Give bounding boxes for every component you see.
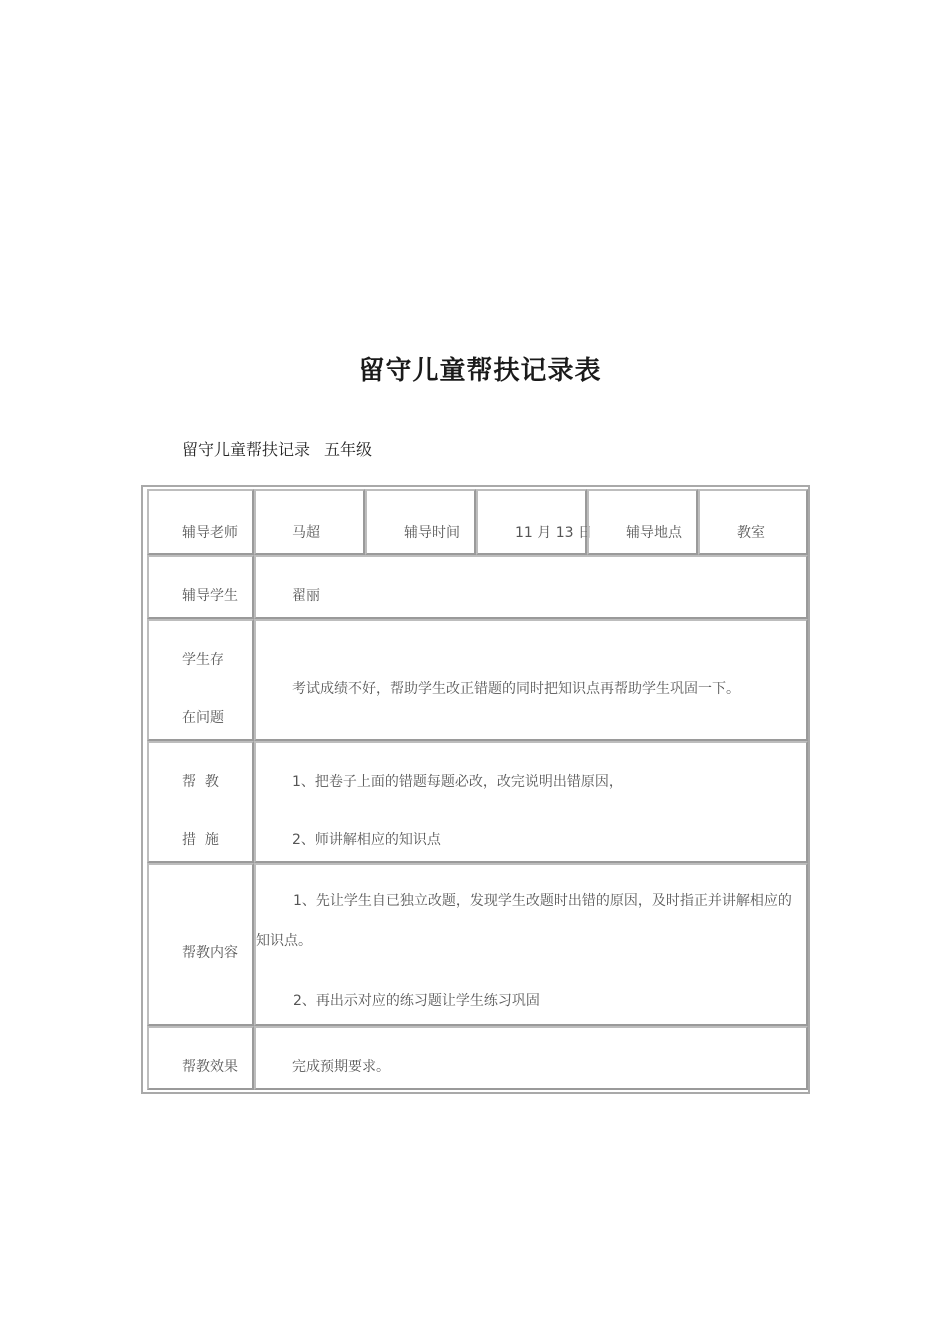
problem-label-line2: 在问题	[182, 710, 224, 726]
effect-value-cell	[254, 1026, 808, 1090]
time-value-cell	[476, 489, 592, 555]
student-value: 翟丽	[292, 588, 320, 604]
effect-value: 完成预期要求。	[292, 1059, 390, 1075]
measures-item-2: 2、师讲解相应的知识点	[292, 832, 441, 848]
place-value: 教室	[737, 525, 765, 541]
measures-label-line1: 帮 教	[182, 774, 219, 790]
problem-label-cell	[147, 619, 254, 741]
student-value-cell	[254, 555, 808, 619]
content-value-cell	[254, 863, 808, 1026]
measures-label-cell	[147, 741, 254, 863]
effect-label-cell	[147, 1026, 254, 1090]
record-table	[141, 485, 810, 1094]
content-item-1: 1、先让学生自已独立改题，发现学生改题时出错的原因，及时指正并讲解相应的知识点。	[256, 893, 792, 949]
place-value-cell	[698, 489, 808, 555]
measures-value-cell	[254, 741, 808, 863]
subtitle-text: 留守儿童帮扶记录	[182, 440, 311, 459]
time-value: 11 月 13 日	[515, 525, 592, 541]
content-label: 帮教内容	[182, 945, 238, 961]
place-label: 辅导地点	[626, 525, 682, 541]
student-label: 辅导学生	[182, 588, 238, 604]
student-label-cell	[147, 555, 254, 619]
teacher-value: 马超	[292, 525, 320, 541]
time-label: 辅导时间	[404, 525, 460, 541]
grade-text: 五年级	[324, 440, 373, 459]
problem-value-cell	[254, 619, 808, 741]
problem-label-line1: 学生存	[182, 652, 224, 668]
teacher-value-cell	[254, 489, 365, 555]
measures-label-line2: 措 施	[182, 832, 219, 848]
page-title: 留守儿童帮扶记录表	[358, 356, 602, 386]
content-label-cell	[147, 863, 254, 1026]
problem-value: 考试成绩不好，帮助学生改正错题的同时把知识点再帮助学生巩固一下。	[292, 681, 740, 697]
time-label-cell	[365, 489, 476, 555]
measures-item-1: 1、把卷子上面的错题每题必改，改完说明出错原因，	[292, 774, 623, 790]
teacher-label-cell	[147, 489, 254, 555]
teacher-label: 辅导老师	[182, 525, 238, 541]
place-label-cell	[587, 489, 698, 555]
content-item-2: 2、再出示对应的练习题让学生练习巩固	[293, 993, 540, 1009]
effect-label: 帮教效果	[182, 1059, 238, 1075]
record-subtitle	[182, 437, 372, 460]
